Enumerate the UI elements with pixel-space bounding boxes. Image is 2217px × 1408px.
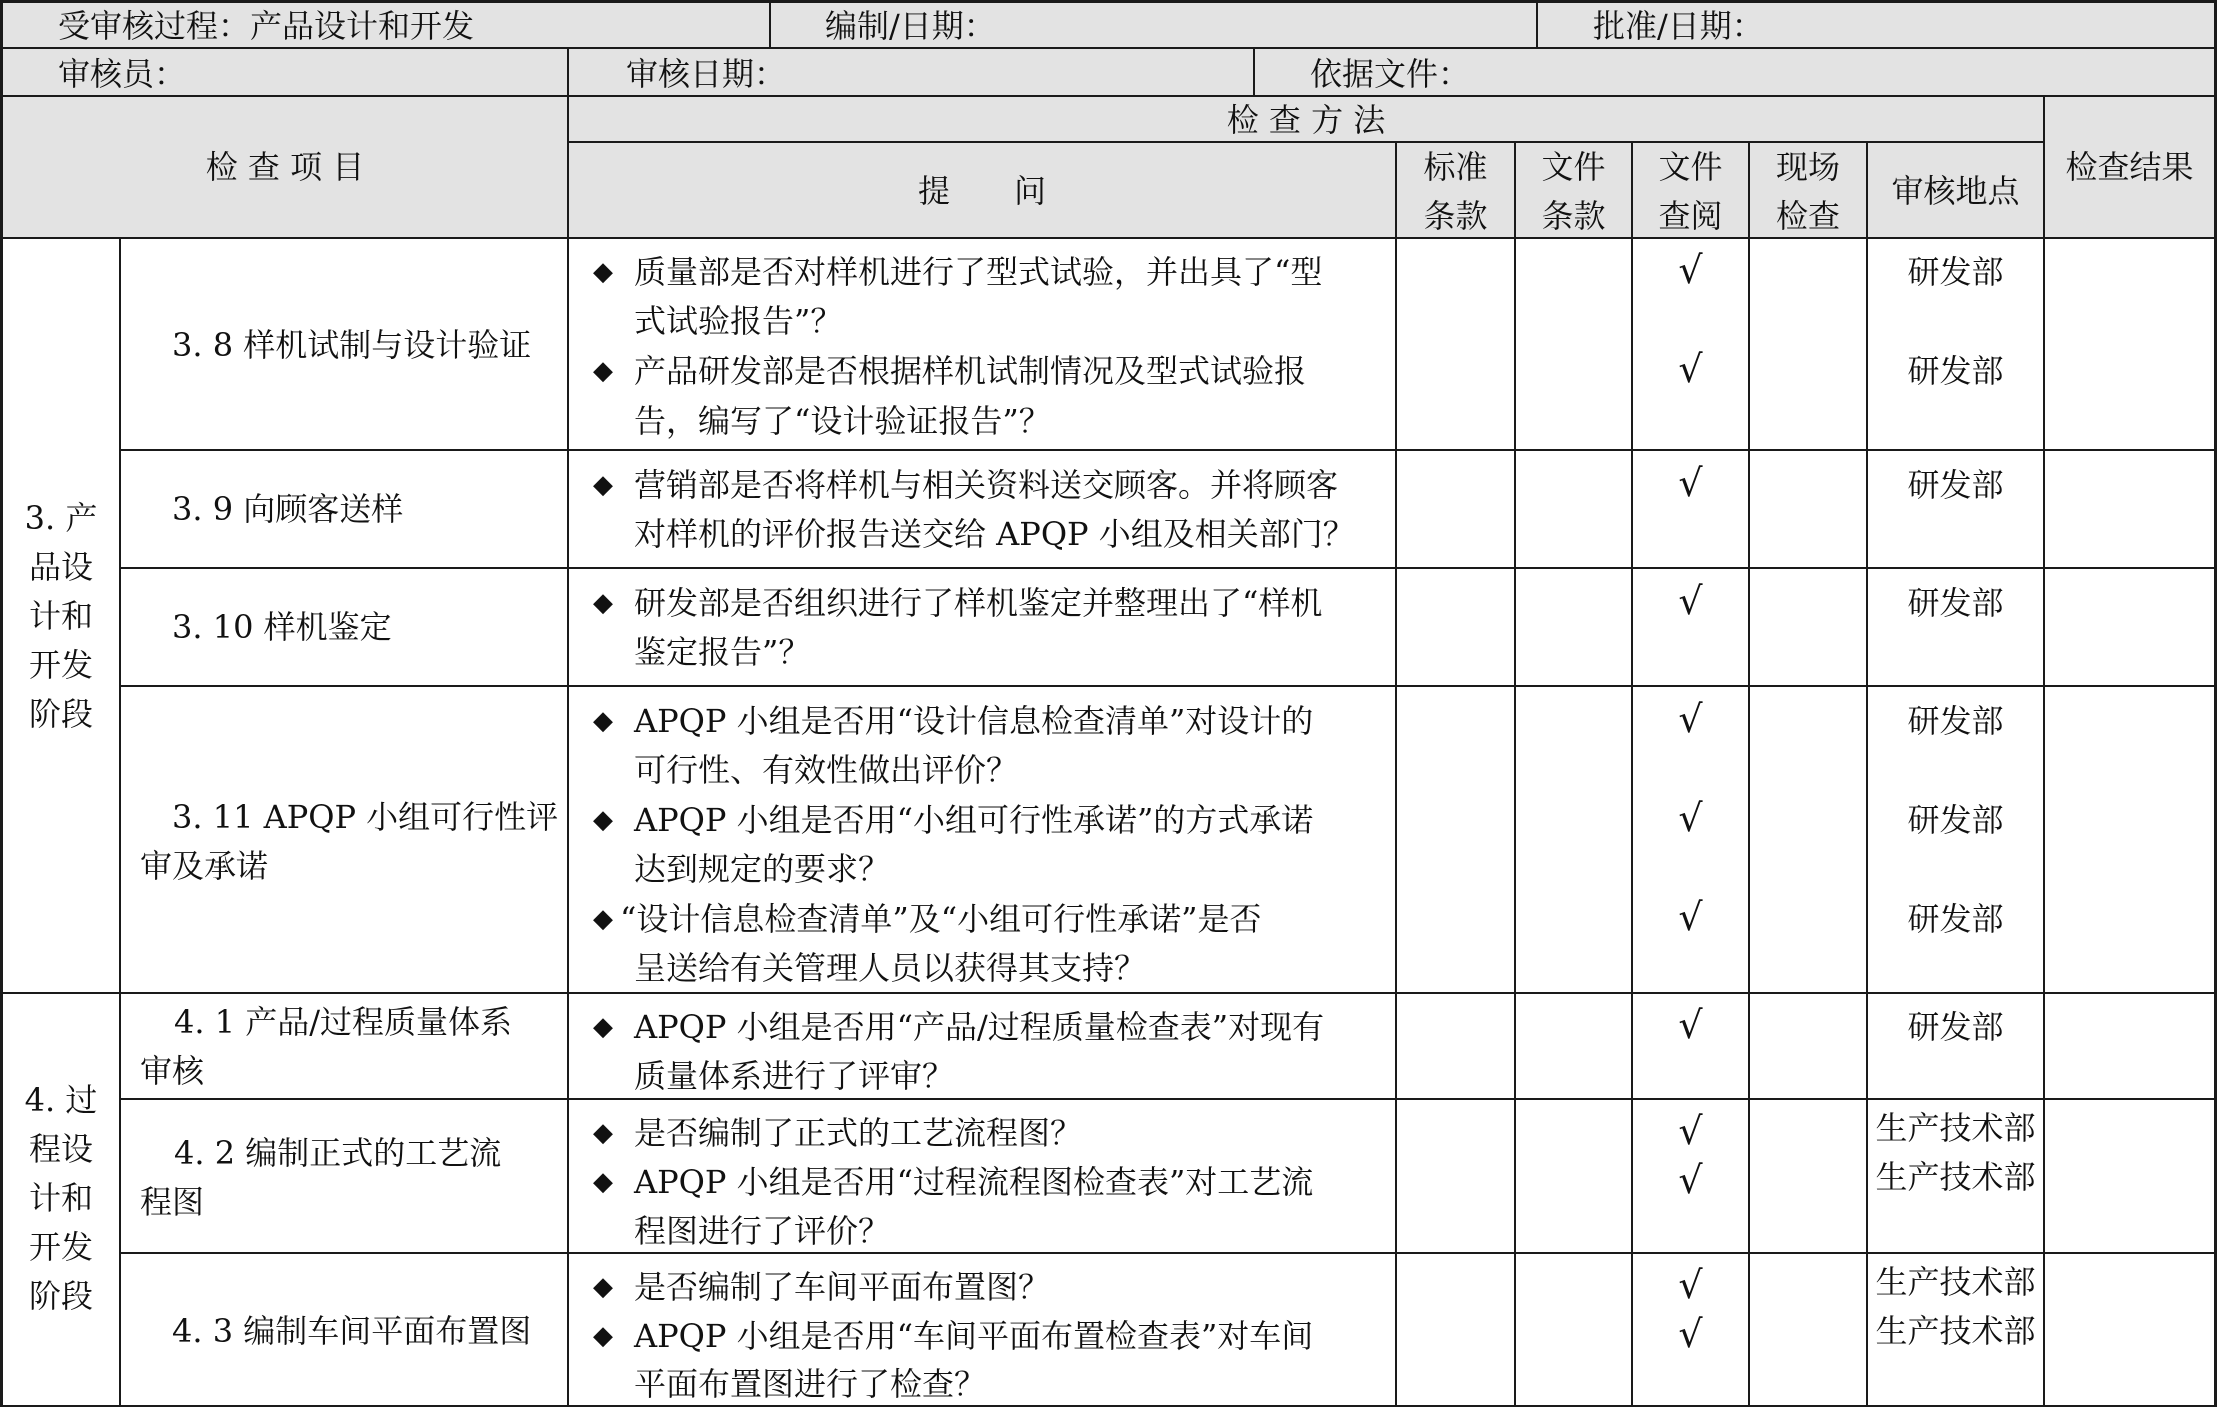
location-3-8-2: 研发部 bbox=[1907, 352, 2004, 390]
check-4-3-1: √ bbox=[1678, 1263, 1703, 1307]
rule-v-row1-b bbox=[1536, 0, 1538, 48]
stage-3-line-4: 开发 bbox=[28, 646, 93, 684]
basis-docs-label: 依据文件： bbox=[1310, 55, 1471, 93]
bullet-3-8-q1: ◆ bbox=[593, 257, 613, 287]
col-doc-clause-1: 文件 bbox=[1541, 148, 1606, 186]
question-3-8-1-line-2: 式试验报告”？ bbox=[634, 302, 843, 340]
rule-v-doc bbox=[1631, 142, 1633, 1407]
question-3-11-3-line-2: 呈送给有关管理人员以获得其支持？ bbox=[634, 949, 1147, 987]
rule-r311 bbox=[0, 992, 2217, 994]
bullet-4-1-q1: ◆ bbox=[593, 1012, 613, 1042]
location-4-1-1: 研发部 bbox=[1907, 1008, 2004, 1046]
bullet-3-11-q3: ◆ bbox=[593, 904, 613, 934]
item-4-3: 4. 3 编制车间平面布置图 bbox=[172, 1312, 532, 1350]
stage-4-line-1: 4. 过 bbox=[24, 1081, 98, 1119]
location-4-2-1: 生产技术部 bbox=[1875, 1109, 2036, 1147]
col-result: 检查结果 bbox=[2065, 148, 2194, 186]
question-3-11-3-line-1: “设计信息检查清单”及“小组可行性承诺”是否 bbox=[620, 900, 1262, 938]
stage-3-line-1: 3. 产 bbox=[24, 499, 98, 537]
rule-h4 bbox=[0, 237, 2217, 239]
question-4-2-2-line-2: 程图进行了评价？ bbox=[634, 1212, 891, 1250]
col-location: 审核地点 bbox=[1891, 172, 2020, 210]
check-3-9-1: √ bbox=[1678, 461, 1703, 505]
item-4-1-line-1: 4. 1 产品/过程质量体系 bbox=[174, 1003, 513, 1041]
col-question: 提 问 bbox=[917, 172, 1046, 210]
col-site-check-2: 检查 bbox=[1775, 197, 1840, 235]
item-4-2-line-2: 程图 bbox=[140, 1183, 205, 1221]
question-3-8-2-line-2: 告，编写了“设计验证报告”？ bbox=[634, 402, 1051, 440]
auditor-label: 审核员： bbox=[58, 55, 187, 93]
rule-v-row2 bbox=[1253, 48, 1255, 96]
audited-process-label: 受审核过程：产品设计和开发 bbox=[58, 7, 475, 45]
col-std-clause-2: 条款 bbox=[1423, 197, 1488, 235]
stage-4-line-4: 开发 bbox=[28, 1228, 93, 1266]
compiled-date-label: 编制/日期： bbox=[825, 7, 996, 45]
rule-v-std bbox=[1514, 142, 1516, 1407]
item-3-11-line-2: 审及承诺 bbox=[140, 847, 269, 885]
col-doc-review-1: 文件 bbox=[1658, 148, 1723, 186]
bullet-4-2-q1: ◆ bbox=[593, 1118, 613, 1148]
question-4-1-1-line-2: 质量体系进行了评审？ bbox=[634, 1057, 955, 1095]
question-4-3-2-line-1: APQP 小组是否用“车间平面布置检查表”对车间 bbox=[634, 1317, 1314, 1355]
bullet-3-10-q1: ◆ bbox=[593, 588, 613, 618]
location-4-2-2: 生产技术部 bbox=[1875, 1158, 2036, 1196]
question-4-2-2-line-1: APQP 小组是否用“过程流程图检查表”对工艺流 bbox=[634, 1163, 1314, 1201]
header-shade-row2 bbox=[2, 48, 2215, 96]
question-3-11-1-line-2: 可行性、有效性做出评价？ bbox=[634, 751, 1019, 789]
rule-r310 bbox=[120, 685, 2217, 687]
item-3-9: 3. 9 向顾客送样 bbox=[172, 490, 404, 528]
rule-v-location bbox=[2043, 96, 2045, 1407]
location-3-9-1: 研发部 bbox=[1907, 466, 2004, 504]
question-3-8-1-line-1: 质量部是否对样机进行了型式试验，并出具了“型 bbox=[634, 253, 1323, 291]
question-3-11-1-line-1: APQP 小组是否用“设计信息检查清单”对设计的 bbox=[634, 702, 1314, 740]
check-3-8-1: √ bbox=[1678, 248, 1703, 292]
rule-r39 bbox=[120, 567, 2217, 569]
rule-v-stage bbox=[119, 238, 121, 1407]
audit-date-label: 审核日期： bbox=[626, 55, 787, 93]
col-std-clause-1: 标准 bbox=[1423, 148, 1488, 186]
question-4-3-1-line-1: 是否编制了车间平面布置图？ bbox=[634, 1268, 1051, 1306]
check-3-11-2: √ bbox=[1678, 796, 1703, 840]
location-4-3-2: 生产技术部 bbox=[1875, 1312, 2036, 1350]
item-3-11-line-1: 3. 11 APQP 小组可行性评 bbox=[172, 798, 559, 836]
col-check-method: 检 查 方 法 bbox=[1226, 101, 1386, 139]
stage-3-line-3: 计和 bbox=[28, 597, 93, 635]
item-4-2-line-1: 4. 2 编制正式的工艺流 bbox=[174, 1134, 502, 1172]
location-4-3-1: 生产技术部 bbox=[1875, 1263, 2036, 1301]
stage-4-line-5: 阶段 bbox=[28, 1277, 93, 1315]
location-3-8-1: 研发部 bbox=[1907, 253, 2004, 291]
col-doc-clause-2: 条款 bbox=[1541, 197, 1606, 235]
col-site-check-1: 现场 bbox=[1775, 148, 1840, 186]
question-3-9-1-line-1: 营销部是否将样机与相关资料送交顾客。并将顾客 bbox=[634, 466, 1339, 504]
bullet-4-3-q2: ◆ bbox=[593, 1321, 613, 1351]
stage-3-line-5: 阶段 bbox=[28, 695, 93, 733]
col-doc-review-2: 查阅 bbox=[1658, 197, 1723, 235]
stage-4-line-3: 计和 bbox=[28, 1179, 93, 1217]
question-3-11-2-line-2: 达到规定的要求？ bbox=[634, 850, 891, 888]
check-4-2-2: √ bbox=[1678, 1158, 1703, 1202]
bullet-4-3-q1: ◆ bbox=[593, 1272, 613, 1302]
bullet-3-8-q2: ◆ bbox=[593, 356, 613, 386]
rule-v-review bbox=[1748, 142, 1750, 1407]
item-4-1-line-2: 审核 bbox=[140, 1052, 205, 1090]
rule-r38 bbox=[120, 449, 2217, 451]
rule-v-question bbox=[1395, 142, 1397, 1407]
rule-v-site bbox=[1866, 142, 1868, 1407]
rule-r41 bbox=[120, 1098, 2217, 1100]
col-check-item: 检 查 项 目 bbox=[205, 148, 365, 186]
question-3-10-1-line-1: 研发部是否组织进行了样机鉴定并整理出了“样机 bbox=[634, 584, 1323, 622]
question-3-11-2-line-1: APQP 小组是否用“小组可行性承诺”的方式承诺 bbox=[634, 801, 1314, 839]
location-3-11-1: 研发部 bbox=[1907, 702, 2004, 740]
check-4-1-1: √ bbox=[1678, 1003, 1703, 1047]
question-4-3-2-line-2: 平面布置图进行了检查？ bbox=[634, 1365, 987, 1403]
bullet-3-9-q1: ◆ bbox=[593, 470, 613, 500]
question-3-10-1-line-2: 鉴定报告”？ bbox=[634, 633, 811, 671]
bullet-3-11-q1: ◆ bbox=[593, 706, 613, 736]
rule-r42 bbox=[120, 1252, 2217, 1254]
location-3-10-1: 研发部 bbox=[1907, 584, 2004, 622]
question-4-1-1-line-1: APQP 小组是否用“产品/过程质量检查表”对现有 bbox=[634, 1008, 1325, 1046]
check-4-3-2: √ bbox=[1678, 1312, 1703, 1356]
question-3-8-2-line-1: 产品研发部是否根据样机试制情况及型式试验报 bbox=[634, 352, 1307, 390]
bullet-3-11-q2: ◆ bbox=[593, 805, 613, 835]
check-3-8-2: √ bbox=[1678, 347, 1703, 391]
check-3-11-3: √ bbox=[1678, 895, 1703, 939]
question-4-2-1-line-1: 是否编制了正式的工艺流程图？ bbox=[634, 1114, 1083, 1152]
item-3-10: 3. 10 样机鉴定 bbox=[172, 608, 392, 646]
check-4-2-1: √ bbox=[1678, 1109, 1703, 1153]
location-3-11-3: 研发部 bbox=[1907, 900, 2004, 938]
stage-4-line-2: 程设 bbox=[28, 1130, 93, 1168]
location-3-11-2: 研发部 bbox=[1907, 801, 2004, 839]
question-3-9-1-line-2: 对样机的评价报告送交给 APQP 小组及相关部门？ bbox=[634, 515, 1355, 553]
stage-3-line-2: 品设 bbox=[28, 548, 93, 586]
check-3-10-1: √ bbox=[1678, 579, 1703, 623]
rule-v-item bbox=[567, 48, 569, 1407]
rule-v-row1-a bbox=[769, 0, 771, 48]
check-3-11-1: √ bbox=[1678, 697, 1703, 741]
bullet-4-2-q2: ◆ bbox=[593, 1167, 613, 1197]
approved-date-label: 批准/日期： bbox=[1593, 7, 1764, 45]
item-3-8: 3. 8 样机试制与设计验证 bbox=[172, 326, 532, 364]
